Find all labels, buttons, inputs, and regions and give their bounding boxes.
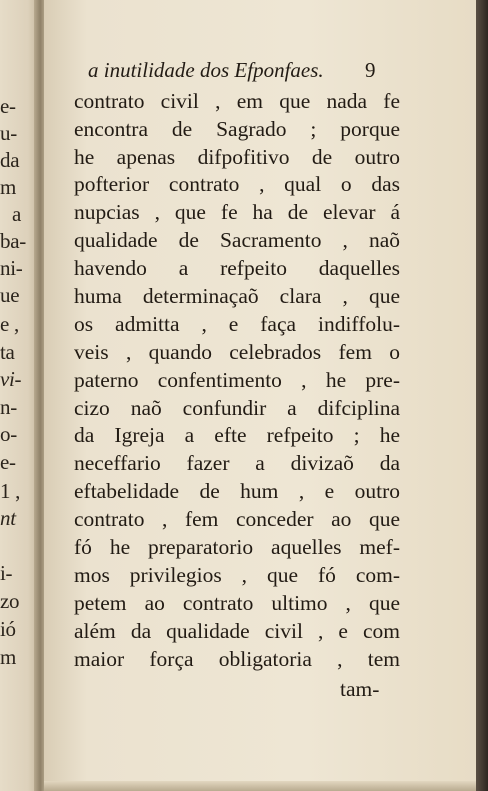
- text-line: havendo a refpeito daquelles: [74, 256, 400, 280]
- text-line: petem ao contrato ultimo , que: [74, 591, 400, 615]
- page-bottom-edge: [44, 781, 476, 791]
- running-title: a inutilidade dos Efponfaes.: [88, 58, 324, 82]
- left-fragment: ue: [0, 283, 20, 307]
- text-line: huma determinaçaõ clara , que: [74, 284, 400, 308]
- left-fragment: e ,: [0, 312, 19, 336]
- text-line: contrato civil , em que nada fe: [74, 89, 400, 113]
- left-fragment: da: [0, 148, 20, 172]
- text-line: nupcias , que fe ha de elevar á: [74, 200, 400, 224]
- text-line: he apenas difpofitivo de outro: [74, 145, 400, 169]
- text-line: fó he preparatorio aquelles mef-: [74, 535, 400, 559]
- left-fragment: m: [0, 645, 17, 669]
- book-fore-edge: [476, 0, 488, 791]
- catchword: tam-: [340, 677, 380, 701]
- left-fragment: ta: [0, 340, 15, 364]
- text-line: mos privilegios , que fó com-: [74, 563, 400, 587]
- text-line: contrato , fem conceder ao que: [74, 507, 400, 531]
- text-line: paterno confentimento , he pre-: [74, 368, 400, 392]
- left-fragment: nt: [0, 506, 16, 530]
- left-fragment: m: [0, 175, 17, 199]
- left-fragment: i-: [0, 561, 13, 585]
- text-line: pofterior contrato , qual o das: [74, 172, 400, 196]
- left-fragment: vi-: [0, 367, 22, 391]
- left-fragment: o-: [0, 422, 17, 446]
- left-fragment: u-: [0, 121, 17, 145]
- text-line: os admitta , e faça indiffolu-: [74, 312, 400, 336]
- left-fragment: ni-: [0, 256, 23, 280]
- left-fragment: e-: [0, 450, 16, 474]
- left-fragment: 1 ,: [0, 479, 21, 503]
- text-line: eftabelidade de hum , e outro: [74, 479, 400, 503]
- text-line: maior força obligatoria , tem: [74, 647, 400, 671]
- page-number: 9: [365, 58, 376, 82]
- left-fragment: ió: [0, 617, 16, 641]
- text-line: além da qualidade civil , e com: [74, 619, 400, 643]
- text-line: da Igreja a efte refpeito ; he: [74, 423, 400, 447]
- left-fragment: n-: [0, 395, 17, 419]
- text-line: cizo naõ confundir a difciplina: [74, 396, 400, 420]
- text-line: neceffario fazer a divizaõ da: [74, 451, 400, 475]
- left-fragment: a: [12, 202, 22, 226]
- text-line: qualidade de Sacramento , naõ: [74, 228, 400, 252]
- text-line: veis , quando celebrados fem o: [74, 340, 400, 364]
- left-fragment: ba-: [0, 229, 26, 253]
- left-fragment: zo: [0, 589, 20, 613]
- text-line: encontra de Sagrado ; porque: [74, 117, 400, 141]
- left-fragment: e-: [0, 94, 16, 118]
- running-header: [88, 58, 408, 86]
